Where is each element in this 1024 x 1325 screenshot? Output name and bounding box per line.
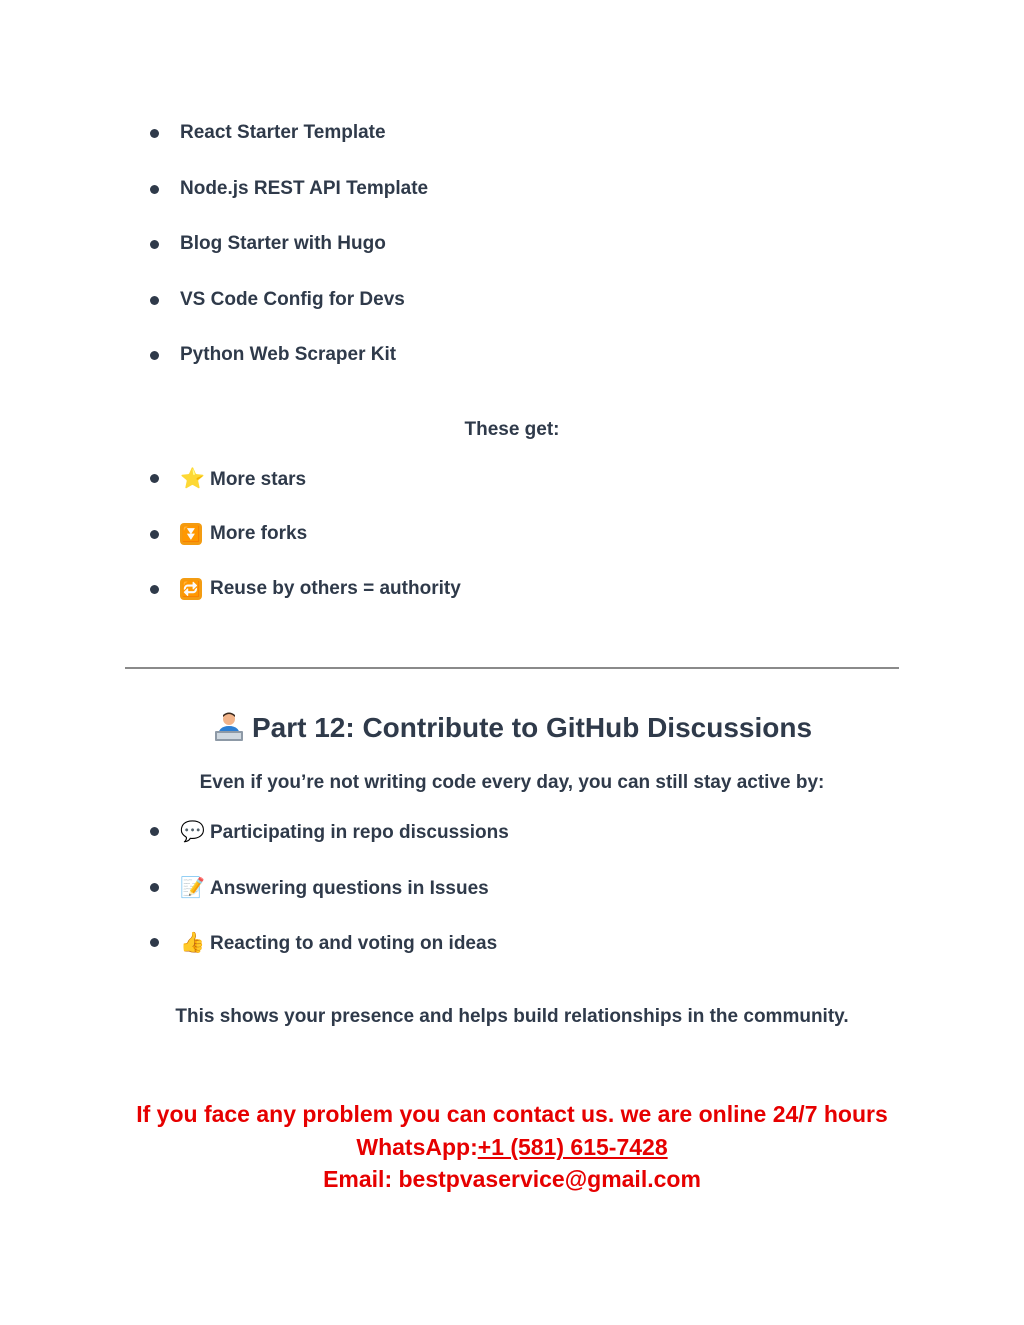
bullet-icon [150,296,159,305]
bullet-icon [150,474,159,483]
technologist-icon [212,711,246,743]
bullet-icon [150,351,159,360]
list-item-label: Node.js REST API Template [180,177,429,199]
bullet-icon [150,530,159,539]
whatsapp-label: WhatsApp: [356,1134,478,1160]
memo-icon: 📝 [180,874,205,899]
star-icon: ⭐ [180,466,205,490]
bullet-icon [150,129,159,138]
whatsapp-link[interactable]: +1 (581) 615-7428 [477,1134,668,1160]
list-item-label: React Starter Template [180,122,386,143]
section-closing: This shows your presence and helps build relationships in the community. [175,1006,849,1027]
list-item-label: VS Code Config for Devs [180,288,405,310]
bullet-icon [150,585,159,594]
these-get-label: These get: [464,419,560,440]
contact-notice: If you face any problem you can contact us. we are online 24/7 hours [136,1101,888,1127]
thumbs-up-icon: 👍 [180,930,205,954]
list-item-label: More stars [210,469,307,490]
list-item-label: Answering questions in Issues [210,877,489,899]
list-item-label: Reuse by others = authority [210,578,461,599]
bullet-icon [150,240,159,249]
list-item-label: Python Web Scraper Kit [180,344,397,365]
horizontal-divider [125,667,899,669]
list-item-label: Participating in repo discussions [210,822,509,843]
whatsapp-line [0,1131,1024,1163]
list-item-label: More forks [210,522,308,544]
speech-bubble-icon: 💬 [180,819,205,843]
list-item-label: Reacting to and voting on ideas [210,933,498,954]
section-heading [0,711,1024,745]
section-heading-text: Part 12: Contribute to GitHub Discussions [251,712,813,743]
bullet-icon [150,185,159,194]
bullet-icon [150,827,159,836]
bullet-icon [150,883,159,892]
bullet-icon [150,938,159,947]
down-arrows-icon: ⏬ [181,524,201,543]
repeat-icon: 🔁 [181,580,201,598]
email-line: Email: bestpvaservice@gmail.com [323,1166,701,1192]
list-item-label: Blog Starter with Hugo [180,233,386,254]
section-intro: Even if you’re not writing code every day, you can still stay active by: [199,772,825,793]
